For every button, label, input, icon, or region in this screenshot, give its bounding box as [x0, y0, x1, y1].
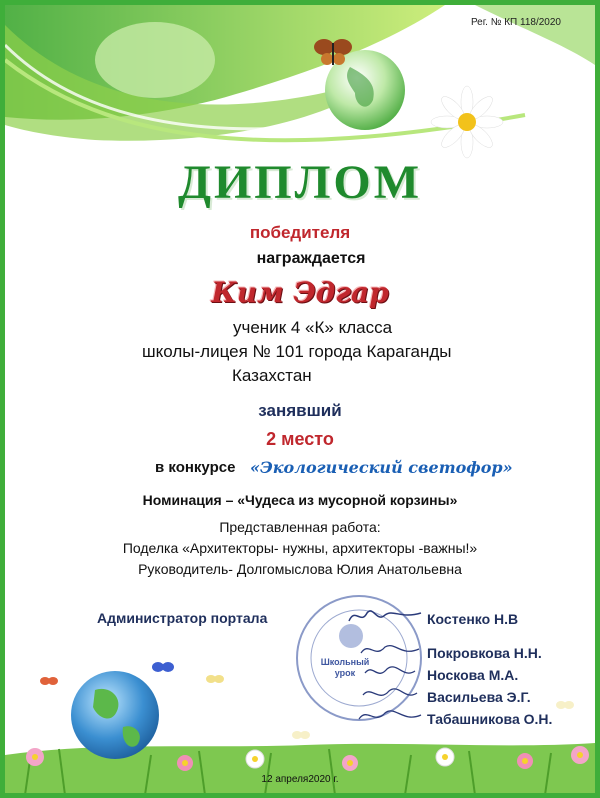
nomination: Номинация – «Чудеса из мусорной корзины»: [142, 492, 458, 508]
country-line: Казахстан: [232, 366, 312, 385]
school-line: школы-лицея № 101 города Караганды: [142, 342, 452, 361]
committee-member-3: Васильева Э.Г.: [427, 689, 531, 705]
admin-name: Костенко Н.В: [427, 611, 519, 627]
supervisor: Руководитель- Долгомыслова Юлия Анатольевна: [138, 561, 462, 577]
daisy-icon: [431, 86, 503, 158]
recipient-name: Ким Эдгар: [211, 276, 389, 309]
committee-member-4: Табашникова О.Н.: [427, 711, 553, 727]
work-title: Поделка «Архитекторы- нужны, архитекторы -важны!»: [122, 540, 478, 556]
diploma-title: ДИПЛОМ: [177, 156, 423, 209]
awarded-label: награждается: [256, 250, 366, 267]
issue-date: 12 апреля2020 г.: [261, 774, 339, 785]
earth-globe-icon: [71, 671, 159, 759]
header-decoration: [5, 5, 595, 165]
signature-icon: [345, 605, 425, 627]
work-label: Представленная работа:: [219, 519, 381, 535]
place: 2 место: [266, 429, 334, 449]
admin-label: Администратор портала: [97, 610, 268, 626]
took-label: занявший: [258, 401, 342, 420]
stamp-text-line1: Школьный: [320, 657, 370, 667]
committee-member-1: Покровкова Н.Н.: [427, 645, 542, 661]
student-line: ученик 4 «К» класса: [233, 318, 393, 337]
contest-prefix: в конкурсе: [155, 459, 236, 476]
registration-number: Рег. № КП 118/2020: [470, 17, 561, 28]
leaf-icon: [95, 22, 215, 98]
contest-name: «Экологический светофор»: [250, 458, 513, 477]
stamp-text-line2: урок: [334, 668, 356, 678]
committee-member-2: Носкова М.А.: [427, 667, 519, 683]
winner-label: победителя: [249, 223, 351, 242]
